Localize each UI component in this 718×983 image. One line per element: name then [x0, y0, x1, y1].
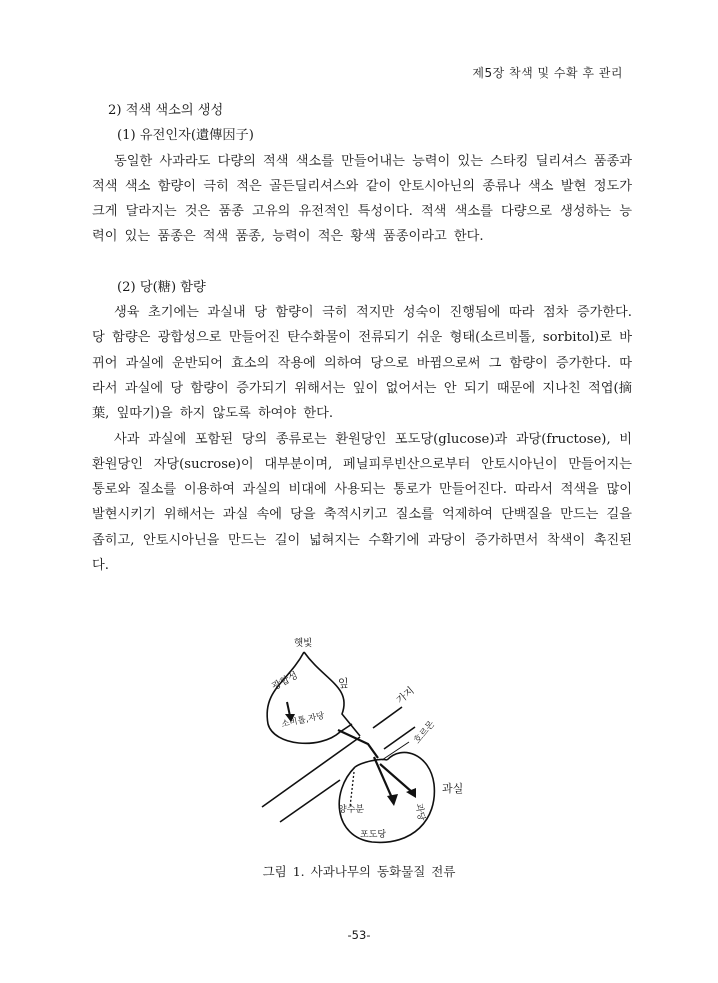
subsection-title-genetic: (1) 유전인자(遺傳因子) [117, 128, 254, 144]
diagram-svg [242, 632, 482, 862]
label-branch: 가지 [394, 685, 417, 707]
label-hormone: 호르몬 [412, 719, 438, 746]
subsection-title-sugar: (2) 당(糖) 함량 [117, 279, 206, 295]
spacer [92, 250, 632, 275]
figure-caption: 그림 1. 사과나무의 동화물질 전류 [262, 864, 456, 879]
main-content [92, 98, 632, 578]
page-number: -53- [347, 928, 371, 942]
label-glucose: 포도당 [360, 830, 387, 840]
label-sunlight: 햇빛 [294, 638, 313, 649]
label-sorbitol-sucrose: 소비톨,자당 [280, 711, 326, 730]
paragraph-sugar-2: 사과 과실에 포함된 당의 종류로는 환원당인 포도당(glucose)과 과당(fructose), 비환원당인 자당(sucrose)이 대부분이며, 페닐피루빈산으로부터 안토시아닌이 만들어지는 통로와 질소를 이용하여 과실의 비대에 사용되는 통로가 만들어진다. 따라서 적색을 많이 발현시키기 위해서는 과실 속에 당을 축적시키고 질소를 억제하여 단백질을 만드는 길을 좁히고, 안토시아닌을 만드는 길이 넓혀지는 수확기에 과당이 증가하면서 착색이 촉진된다. [92, 431, 632, 574]
section-title: 2) 적색 색소의 생성 [108, 103, 224, 118]
figure-assimilate-transport [242, 632, 482, 862]
label-nutrients: 양수분 [338, 805, 365, 815]
fruit-outline [339, 752, 434, 842]
chapter-header: 제5장 착색 및 수확 후 관리 [472, 66, 623, 80]
label-fruit: 과실 [442, 782, 464, 795]
paragraph-sugar-1: 생육 초기에는 과실내 당 함량이 극히 적지만 성숙이 진행됨에 따라 점차 증가한다. 당 함량은 광합성으로 만들어진 탄수화물이 전류되기 쉬운 형태(소르비톨, sorbitol)로 바뀌어 과실에 운반되어 효소의 작용에 의하여 당으로 바뀜으로써 그 함량이 증가한다. 따라서 과실에 당 함량이 증가되기 위해서는 잎이 없어서는 안 되기 때문에 지나친 적엽(摘葉, 잎따기)을 하지 않도록 하여야 한다. [92, 305, 632, 422]
label-leaf: 잎 [338, 677, 349, 690]
label-fructose: 과당 [413, 802, 426, 822]
label-photosynthesis: 광합성 [270, 670, 300, 693]
paragraph-genetic: 동일한 사과라도 다량의 적색 색소를 만들어내는 능력이 있는 스타킹 딜리셔스 품종과 적색 색소 함량이 극히 적은 골든딜리셔스와 같이 안토시아닌의 종류나 색소 발현 정도가 크게 달라지는 것은 품종 고유의 유전적인 특성이다. 적색 색소를 다량으로 생성하는 능력이 있는 품종은 적색 품종, 능력이 적은 황색 품종이라고 한다. [92, 153, 632, 245]
